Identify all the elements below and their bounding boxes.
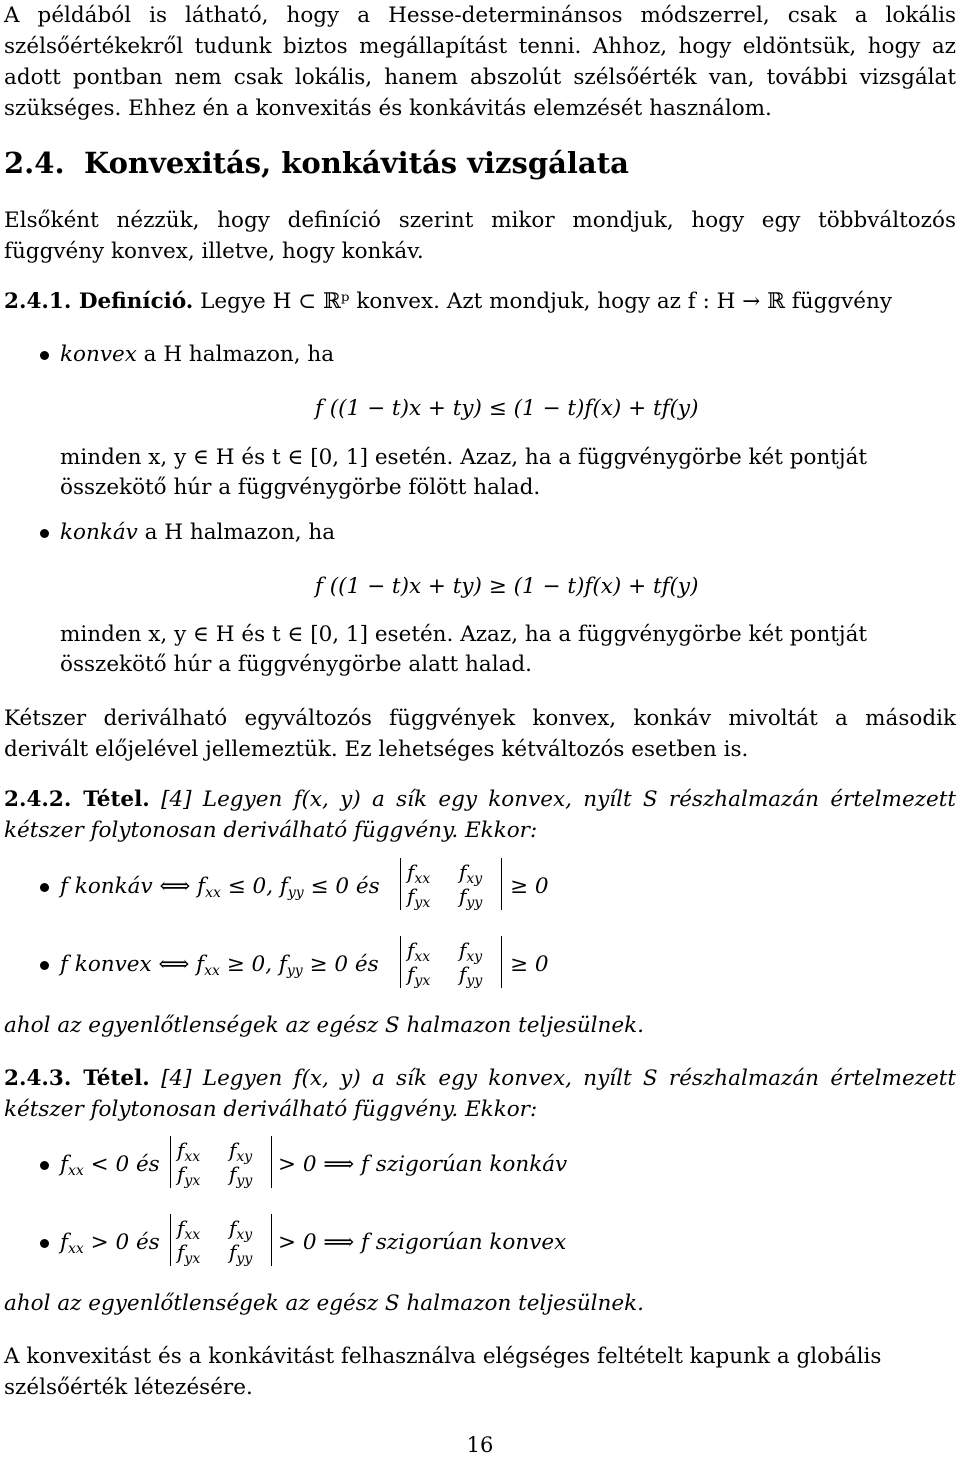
theorem-2-4-3-item-concave-rhs: > 0 ⟹ f szigorúan konkáv — [278, 1152, 568, 1177]
section-title: Konvexitás, konkávitás vizsgálata — [84, 146, 629, 180]
section-heading — [4, 146, 629, 180]
definition-text: Legye H ⊂ ℝᵖ konvex. Azt mondjuk, hogy az f : H → ℝ függvény — [200, 289, 892, 314]
convex-term: konvex — [60, 342, 137, 367]
hessian-determinant: $f_{xx}$ $f_{xy}$ $f_{yx}$ $f_{yy}$ — [170, 1136, 272, 1188]
theorem-2-4-3 — [4, 1063, 956, 1125]
theorem-2-4-2-text: [4] Legyen f(x, y) a sík egy konvex, nyílt S részhalmazán értelmezett kétszer folytonosan deriválható függvény. Ekkor: — [4, 787, 956, 843]
theorem-2-4-3-label: 2.4.3. Tétel. — [4, 1066, 150, 1091]
final-paragraph: A konvexitást és a konkávitást felhasználva elégséges feltételt kapunk a globális szélsőérték létezésére. — [4, 1344, 882, 1400]
concave-term: konkáv — [60, 520, 138, 545]
theorem-2-4-3-item-concave: $f_{xx} < 0$ és — [60, 1152, 160, 1179]
bullet-marker — [40, 961, 49, 970]
hessian-determinant: $f_{xx}$ $f_{xy}$ $f_{yx}$ $f_{yy}$ — [400, 858, 502, 910]
hessian-determinant: $f_{xx}$ $f_{xy}$ $f_{yx}$ $f_{yy}$ — [170, 1214, 272, 1266]
theorem-2-4-2 — [4, 784, 956, 846]
theorem-2-4-3-item-convex: $f_{xx} > 0$ és — [60, 1230, 160, 1257]
bullet-marker — [40, 1239, 49, 1248]
theorem-2-4-2-label: 2.4.2. Tétel. — [4, 787, 150, 812]
theorem-2-4-3-text: [4] Legyen f(x, y) a sík egy konvex, nyílt S részhalmazán értelmezett kétszer folytonosan deriválható függvény. Ekkor: — [4, 1066, 956, 1122]
page-number: 16 — [466, 1433, 494, 1457]
bullet-marker — [40, 351, 49, 360]
hessian-determinant: $f_{xx}$ $f_{xy}$ $f_{yx}$ $f_{yy}$ — [400, 936, 502, 988]
definition-item-concave-lead — [60, 519, 335, 547]
theorem-2-4-2-item-convex: f konvex ⟺ $f_{xx} \ge 0$, $f_{yy} \ge 0$ és — [60, 952, 379, 979]
definition-line — [4, 288, 892, 316]
convex-lead-rest: a H halmazon, ha — [136, 342, 335, 367]
theorem-2-4-2-item-concave-rhs: ≥ 0 — [510, 874, 549, 899]
theorem-2-4-2-item-concave: f konkáv ⟺ $f_{xx} \le 0$, $f_{yy} \le 0$ és — [60, 874, 380, 901]
theorem-2-4-3-closing: ahol az egyenlőtlenségek az egész S halmazon teljesülnek. — [4, 1291, 644, 1316]
twice-differentiable-paragraph: Kétszer deriválható egyváltozós függvények konvex, konkáv mivoltát a második derivált előjelével jellemeztük. Ez lehetséges kétváltozós esetben is. — [4, 706, 956, 762]
concave-explanation: minden x, y ∈ H és t ∈ [0, 1] esetén. Azaz, ha a függvénygörbe két pontját összekötő húr a függvénygörbe alatt halad. — [60, 622, 868, 677]
definition-item-convex-lead — [60, 341, 334, 369]
convex-inequality: f ((1 − t)x + ty) ≤ (1 − t)f(x) + tf(y) — [315, 396, 699, 421]
bullet-marker — [40, 529, 49, 538]
bullet-marker — [40, 883, 49, 892]
definition-label: 2.4.1. Definíció. — [4, 289, 194, 314]
theorem-2-4-2-item-convex-rhs: ≥ 0 — [510, 952, 549, 977]
section-paragraph: Elsőként nézzük, hogy definíció szerint mikor mondjuk, hogy egy többváltozós függvény konvex, illetve, hogy konkáv. — [4, 208, 956, 264]
theorem-2-4-2-closing: ahol az egyenlőtlenségek az egész S halmazon teljesülnek. — [4, 1013, 644, 1038]
section-number: 2.4. — [4, 146, 65, 180]
intro-paragraph: A példából is látható, hogy a Hesse-determinánsos módszerrel, csak a lokális szélsőértékekről tudunk biztos megállapítást tenni. Ahhoz, hogy eldöntsük, hogy az adott pontban nem csak lokális, hanem abszolút szélsőérték van, további vizsgálat szükséges. Ehhez én a konvexitás és konkávitás elemzését használom. — [4, 3, 956, 121]
convex-explanation: minden x, y ∈ H és t ∈ [0, 1] esetén. Azaz, ha a függvénygörbe két pontját összekötő húr a függvénygörbe fölött halad. — [60, 445, 868, 500]
concave-lead-rest: a H halmazon, ha — [137, 520, 336, 545]
bullet-marker — [40, 1161, 49, 1170]
concave-inequality: f ((1 − t)x + ty) ≥ (1 − t)f(x) + tf(y) — [315, 574, 699, 599]
theorem-2-4-3-item-convex-rhs: > 0 ⟹ f szigorúan konvex — [278, 1230, 567, 1255]
